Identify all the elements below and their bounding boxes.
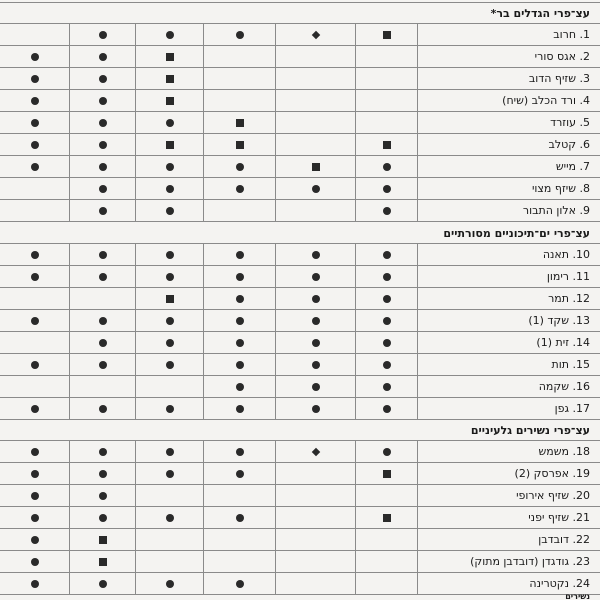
symbol-cell <box>136 529 204 551</box>
symbol-cell <box>356 68 418 90</box>
circle-mark-icon <box>99 448 107 456</box>
symbol-cell <box>0 441 70 463</box>
tree-name: 9. אלון התבור <box>418 200 600 222</box>
symbol-cell <box>356 24 418 46</box>
symbol-cell <box>204 441 276 463</box>
circle-mark-icon <box>166 119 174 127</box>
circle-mark-icon <box>99 141 107 149</box>
symbol-cell <box>356 529 418 551</box>
symbol-cell <box>204 134 276 156</box>
circle-mark-icon <box>99 185 107 193</box>
square-mark-icon <box>166 97 174 105</box>
symbol-cell <box>70 156 136 178</box>
symbol-cell <box>204 551 276 573</box>
symbol-cell <box>70 507 136 529</box>
tree-name: 19. אפרסק (2) <box>418 463 600 485</box>
symbol-cell <box>0 485 70 507</box>
tree-name: 10. תאנה <box>418 244 600 266</box>
circle-mark-icon <box>383 317 391 325</box>
symbol-cell <box>70 310 136 332</box>
tree-name: 11. רימון <box>418 266 600 288</box>
circle-mark-icon <box>236 163 244 171</box>
table-row <box>0 398 600 420</box>
symbol-cell <box>204 156 276 178</box>
circle-mark-icon <box>312 295 320 303</box>
symbol-cell <box>0 24 70 46</box>
symbol-cell <box>136 112 204 134</box>
circle-mark-icon <box>383 163 391 171</box>
tree-name: 24. נקטרינה <box>418 573 600 595</box>
circle-mark-icon <box>383 295 391 303</box>
table-row <box>0 288 600 310</box>
diamond-mark-icon <box>311 447 319 455</box>
circle-mark-icon <box>99 273 107 281</box>
square-mark-icon <box>99 558 107 566</box>
circle-mark-icon <box>312 185 320 193</box>
circle-mark-icon <box>383 383 391 391</box>
circle-mark-icon <box>31 580 39 588</box>
circle-mark-icon <box>383 273 391 281</box>
symbol-cell <box>204 398 276 420</box>
symbol-cell <box>0 200 70 222</box>
symbol-cell <box>356 485 418 507</box>
circle-mark-icon <box>31 536 39 544</box>
symbol-cell <box>276 398 356 420</box>
table-row <box>0 529 600 551</box>
symbol-cell <box>70 398 136 420</box>
circle-mark-icon <box>236 383 244 391</box>
symbol-cell <box>204 266 276 288</box>
circle-mark-icon <box>236 31 244 39</box>
table-row <box>0 90 600 112</box>
circle-mark-icon <box>383 251 391 259</box>
symbol-cell <box>276 200 356 222</box>
symbol-cell <box>276 24 356 46</box>
symbol-cell <box>0 46 70 68</box>
symbol-cell <box>70 68 136 90</box>
symbol-cell <box>136 156 204 178</box>
tree-name: 5. עוזרד <box>418 112 600 134</box>
circle-mark-icon <box>99 251 107 259</box>
circle-mark-icon <box>312 251 320 259</box>
symbol-cell <box>356 551 418 573</box>
symbol-cell <box>70 463 136 485</box>
circle-mark-icon <box>99 75 107 83</box>
table-row <box>0 46 600 68</box>
symbol-cell <box>276 266 356 288</box>
symbol-cell <box>0 266 70 288</box>
tree-name: 20. שזיף אירופי <box>418 485 600 507</box>
table-row <box>0 134 600 156</box>
circle-mark-icon <box>99 207 107 215</box>
symbol-cell <box>70 485 136 507</box>
symbol-cell <box>204 244 276 266</box>
circle-mark-icon <box>31 558 39 566</box>
symbol-cell <box>276 134 356 156</box>
symbol-cell <box>276 178 356 200</box>
symbol-cell <box>356 441 418 463</box>
circle-mark-icon <box>236 339 244 347</box>
circle-mark-icon <box>99 317 107 325</box>
symbol-cell <box>276 332 356 354</box>
table-row <box>0 112 600 134</box>
symbol-cell <box>70 90 136 112</box>
symbol-cell <box>70 24 136 46</box>
symbol-cell <box>70 529 136 551</box>
square-mark-icon <box>383 141 391 149</box>
symbol-cell <box>0 354 70 376</box>
symbol-cell <box>356 178 418 200</box>
circle-mark-icon <box>166 405 174 413</box>
circle-mark-icon <box>236 448 244 456</box>
symbol-cell <box>0 332 70 354</box>
symbol-cell <box>276 244 356 266</box>
circle-mark-icon <box>99 405 107 413</box>
symbol-cell <box>276 310 356 332</box>
symbol-cell <box>204 376 276 398</box>
circle-mark-icon <box>312 273 320 281</box>
circle-mark-icon <box>166 317 174 325</box>
symbol-cell <box>0 178 70 200</box>
table-row <box>0 244 600 266</box>
square-mark-icon <box>99 536 107 544</box>
circle-mark-icon <box>236 273 244 281</box>
symbol-cell <box>276 507 356 529</box>
table-row <box>0 354 600 376</box>
circle-mark-icon <box>99 470 107 478</box>
symbol-cell <box>356 354 418 376</box>
symbol-cell <box>70 354 136 376</box>
symbol-cell <box>204 485 276 507</box>
symbol-cell <box>356 332 418 354</box>
symbol-cell <box>0 376 70 398</box>
symbol-cell <box>276 156 356 178</box>
circle-mark-icon <box>31 273 39 281</box>
square-mark-icon <box>383 514 391 522</box>
table-row <box>0 178 600 200</box>
circle-mark-icon <box>99 514 107 522</box>
circle-mark-icon <box>99 339 107 347</box>
symbol-cell <box>0 112 70 134</box>
symbol-cell <box>0 288 70 310</box>
symbol-cell <box>136 200 204 222</box>
circle-mark-icon <box>166 185 174 193</box>
symbol-cell <box>356 288 418 310</box>
symbol-cell <box>204 507 276 529</box>
symbol-cell <box>0 463 70 485</box>
tree-name: 21. שזיף יפני <box>418 507 600 529</box>
tree-name: 8. שיזף מצוי <box>418 178 600 200</box>
circle-mark-icon <box>31 514 39 522</box>
circle-mark-icon <box>31 251 39 259</box>
symbol-cell <box>136 310 204 332</box>
symbol-cell <box>70 244 136 266</box>
symbol-cell <box>70 134 136 156</box>
square-mark-icon <box>166 141 174 149</box>
symbol-cell <box>70 266 136 288</box>
symbol-cell <box>356 200 418 222</box>
circle-mark-icon <box>99 53 107 61</box>
symbol-cell <box>356 376 418 398</box>
circle-mark-icon <box>166 580 174 588</box>
circle-mark-icon <box>312 361 320 369</box>
circle-mark-icon <box>383 448 391 456</box>
symbol-cell <box>356 463 418 485</box>
circle-mark-icon <box>166 470 174 478</box>
diamond-mark-icon <box>311 30 319 38</box>
symbol-cell <box>0 244 70 266</box>
symbol-cell <box>70 178 136 200</box>
circle-mark-icon <box>383 405 391 413</box>
symbol-cell <box>356 310 418 332</box>
symbol-cell <box>136 441 204 463</box>
symbol-cell <box>136 90 204 112</box>
symbol-cell <box>136 244 204 266</box>
symbol-cell <box>356 266 418 288</box>
circle-mark-icon <box>99 97 107 105</box>
circle-mark-icon <box>31 53 39 61</box>
tree-name: 14. זית (1) <box>418 332 600 354</box>
circle-mark-icon <box>166 31 174 39</box>
symbol-cell <box>276 46 356 68</box>
circle-mark-icon <box>236 251 244 259</box>
symbol-cell <box>0 398 70 420</box>
symbol-cell <box>204 332 276 354</box>
symbol-cell <box>356 112 418 134</box>
tree-name: 3. שזיף הדוב <box>418 68 600 90</box>
tree-name: 16. שקמה <box>418 376 600 398</box>
symbol-cell <box>356 507 418 529</box>
symbol-cell <box>204 68 276 90</box>
symbol-cell <box>136 288 204 310</box>
symbol-cell <box>276 463 356 485</box>
circle-mark-icon <box>31 119 39 127</box>
symbol-cell <box>0 68 70 90</box>
circle-mark-icon <box>312 339 320 347</box>
square-mark-icon <box>166 295 174 303</box>
symbol-cell <box>136 68 204 90</box>
circle-mark-icon <box>31 317 39 325</box>
symbol-cell <box>276 441 356 463</box>
circle-mark-icon <box>383 185 391 193</box>
symbol-cell <box>0 507 70 529</box>
symbol-cell <box>136 354 204 376</box>
symbol-cell <box>70 376 136 398</box>
tree-name: 17. גפן <box>418 398 600 420</box>
circle-mark-icon <box>31 405 39 413</box>
symbol-cell <box>0 551 70 573</box>
tree-name: 15. תות <box>418 354 600 376</box>
table-row <box>0 551 600 573</box>
circle-mark-icon <box>99 492 107 500</box>
table-row <box>0 266 600 288</box>
symbol-cell <box>136 24 204 46</box>
circle-mark-icon <box>31 75 39 83</box>
circle-mark-icon <box>99 119 107 127</box>
circle-mark-icon <box>236 361 244 369</box>
square-mark-icon <box>312 163 320 171</box>
tree-name: 2. אגס סורי <box>418 46 600 68</box>
symbol-cell <box>136 398 204 420</box>
circle-mark-icon <box>31 141 39 149</box>
next-section-header-partial: נשירים <box>565 592 590 600</box>
symbol-cell <box>70 551 136 573</box>
symbol-cell <box>204 529 276 551</box>
circle-mark-icon <box>236 470 244 478</box>
circle-mark-icon <box>236 295 244 303</box>
table-row <box>0 310 600 332</box>
symbol-cell <box>0 90 70 112</box>
circle-mark-icon <box>31 361 39 369</box>
tree-name: 1. חרוב <box>418 24 600 46</box>
symbol-cell <box>70 200 136 222</box>
table-row <box>0 156 600 178</box>
symbol-cell <box>204 200 276 222</box>
symbol-cell <box>204 310 276 332</box>
square-mark-icon <box>383 470 391 478</box>
circle-mark-icon <box>31 492 39 500</box>
table-row <box>0 441 600 463</box>
symbol-cell <box>136 463 204 485</box>
table-row <box>0 507 600 529</box>
symbol-cell <box>136 551 204 573</box>
tree-name: 13. שקד (1) <box>418 310 600 332</box>
symbol-cell <box>136 376 204 398</box>
circle-mark-icon <box>312 317 320 325</box>
symbol-cell <box>356 90 418 112</box>
symbol-cell <box>70 441 136 463</box>
circle-mark-icon <box>236 405 244 413</box>
symbol-cell <box>0 310 70 332</box>
table-row <box>0 485 600 507</box>
table-row <box>0 332 600 354</box>
tree-name: 4. ורד הכלב (שיח) <box>418 90 600 112</box>
circle-mark-icon <box>166 163 174 171</box>
symbol-cell <box>0 529 70 551</box>
circle-mark-icon <box>99 580 107 588</box>
circle-mark-icon <box>99 361 107 369</box>
symbol-cell <box>136 332 204 354</box>
symbol-cell <box>204 24 276 46</box>
circle-mark-icon <box>166 251 174 259</box>
symbol-cell <box>276 288 356 310</box>
table-top-border <box>0 0 600 3</box>
symbol-cell <box>136 46 204 68</box>
circle-mark-icon <box>312 405 320 413</box>
square-mark-icon <box>166 75 174 83</box>
symbol-cell <box>276 68 356 90</box>
circle-mark-icon <box>312 383 320 391</box>
symbol-cell <box>204 178 276 200</box>
circle-mark-icon <box>166 207 174 215</box>
symbol-cell <box>136 178 204 200</box>
circle-mark-icon <box>166 361 174 369</box>
symbol-cell <box>204 354 276 376</box>
symbol-cell <box>204 46 276 68</box>
circle-mark-icon <box>383 207 391 215</box>
table-row <box>0 68 600 90</box>
symbol-cell <box>0 134 70 156</box>
symbol-cell <box>356 398 418 420</box>
circle-mark-icon <box>31 470 39 478</box>
table-row <box>0 376 600 398</box>
tree-name: 22. דובדבן <box>418 529 600 551</box>
circle-mark-icon <box>31 448 39 456</box>
circle-mark-icon <box>166 339 174 347</box>
symbol-cell <box>70 332 136 354</box>
circle-mark-icon <box>99 31 107 39</box>
square-mark-icon <box>383 31 391 39</box>
square-mark-icon <box>236 141 244 149</box>
circle-mark-icon <box>166 514 174 522</box>
tree-name: 23. גודגדן (דובדבן מתוק) <box>418 551 600 573</box>
symbol-cell <box>204 288 276 310</box>
symbol-cell <box>204 90 276 112</box>
symbol-cell <box>356 134 418 156</box>
symbol-cell <box>356 244 418 266</box>
table-row <box>0 24 600 46</box>
symbol-cell <box>204 463 276 485</box>
symbol-cell <box>0 156 70 178</box>
symbol-cell <box>70 112 136 134</box>
circle-mark-icon <box>31 163 39 171</box>
circle-mark-icon <box>236 580 244 588</box>
section-header: עצ־פרי הגדלים בר* <box>0 4 600 24</box>
symbol-cell <box>276 112 356 134</box>
symbol-cell <box>276 529 356 551</box>
symbol-cell <box>276 551 356 573</box>
circle-mark-icon <box>166 448 174 456</box>
symbol-cell <box>276 354 356 376</box>
symbol-cell <box>136 507 204 529</box>
tree-name: 7. מייש <box>418 156 600 178</box>
square-mark-icon <box>236 119 244 127</box>
tree-name: 12. תמר <box>418 288 600 310</box>
circle-mark-icon <box>166 273 174 281</box>
symbol-cell <box>276 90 356 112</box>
tree-name: 6. קטלב <box>418 134 600 156</box>
circle-mark-icon <box>31 97 39 105</box>
symbol-cell <box>356 46 418 68</box>
circle-mark-icon <box>236 317 244 325</box>
circle-mark-icon <box>236 185 244 193</box>
symbol-cell <box>70 46 136 68</box>
circle-mark-icon <box>383 361 391 369</box>
circle-mark-icon <box>383 339 391 347</box>
symbol-cell <box>276 485 356 507</box>
symbol-cell <box>70 288 136 310</box>
circle-mark-icon <box>99 163 107 171</box>
symbol-cell <box>204 112 276 134</box>
section-header: עצ־פרי ים־תיכוניים מסורתיים <box>0 224 600 244</box>
symbol-cell <box>356 156 418 178</box>
symbol-cell <box>136 485 204 507</box>
circle-mark-icon <box>236 514 244 522</box>
square-mark-icon <box>166 53 174 61</box>
table-row <box>0 200 600 222</box>
section-header: עצ־פרי נשירים גלעיניים <box>0 421 600 441</box>
table-row <box>0 463 600 485</box>
tree-name: 18. משמש <box>418 441 600 463</box>
symbol-cell <box>136 134 204 156</box>
symbol-cell <box>136 266 204 288</box>
symbol-cell <box>276 376 356 398</box>
